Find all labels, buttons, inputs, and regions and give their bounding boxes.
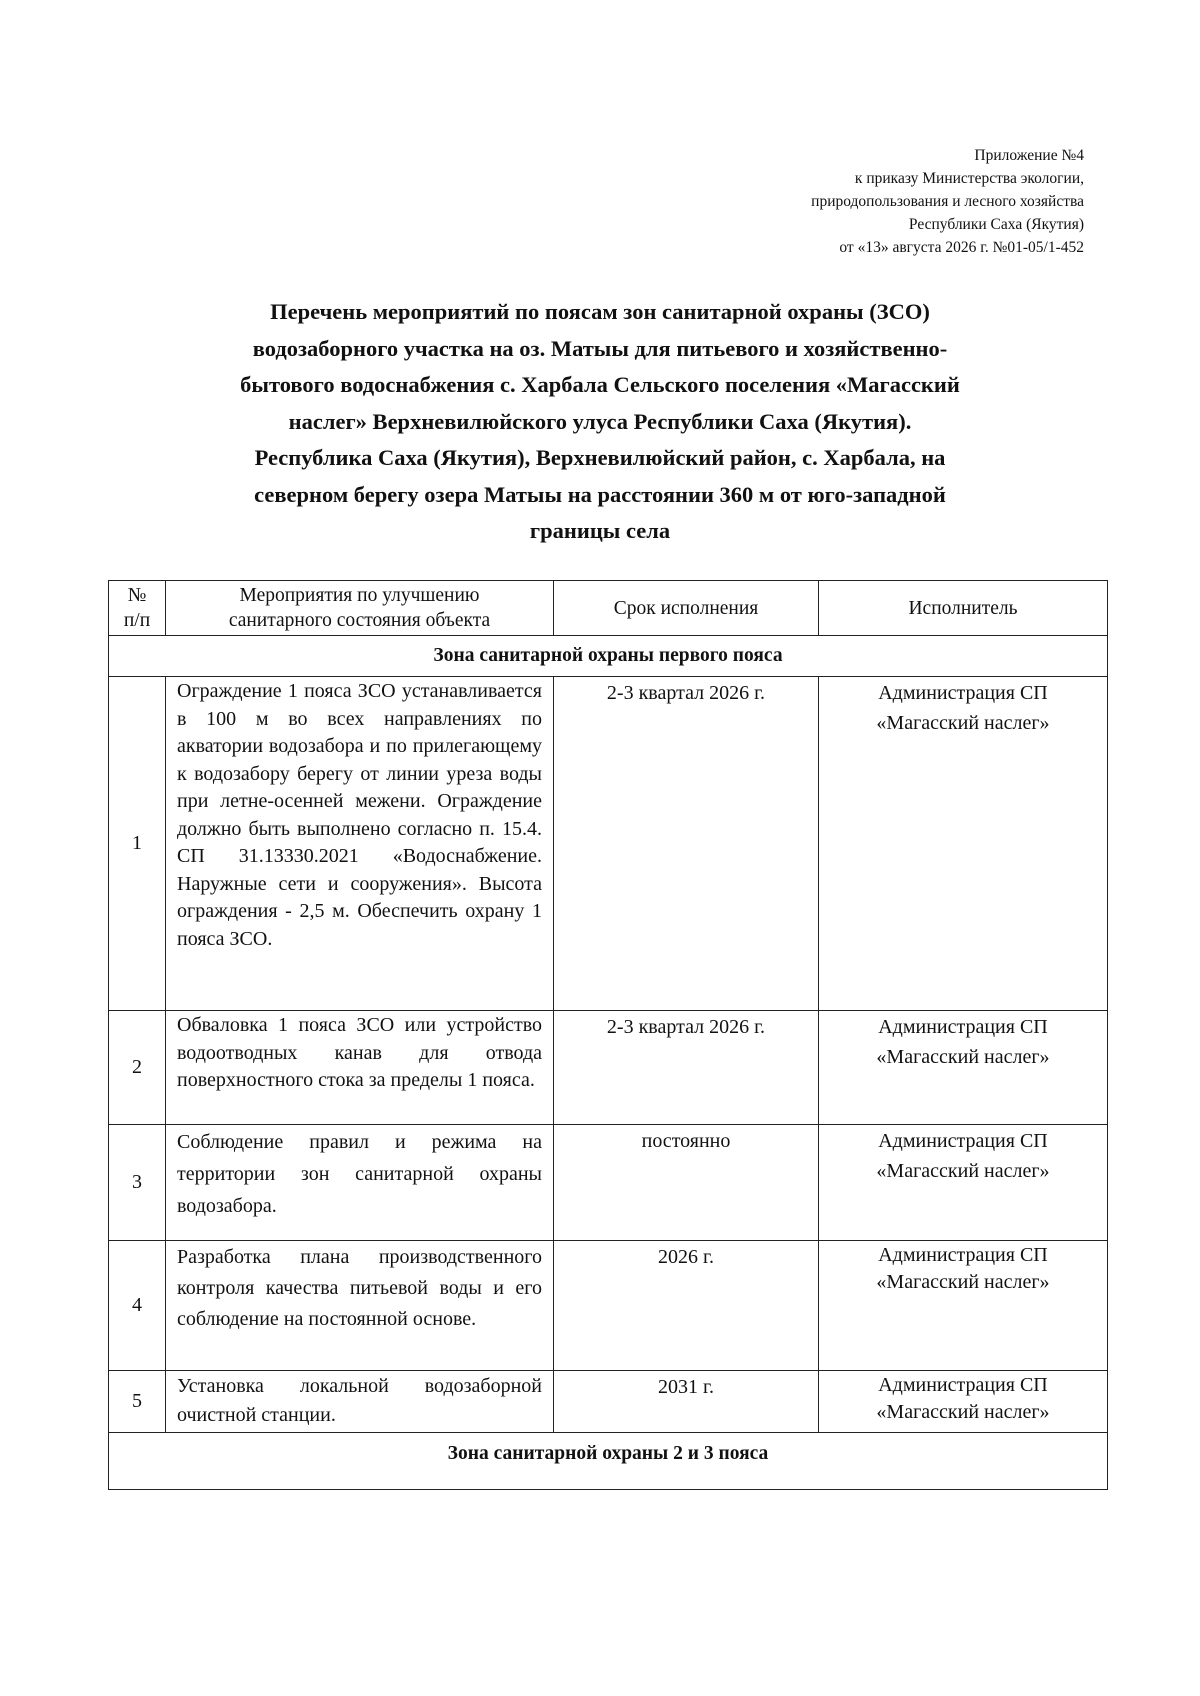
row-executor: [819, 1125, 1107, 1186]
row-activity: Разработка плана производственного контроля качества питьевой воды и его соблюдение на постоянной основе.: [177, 1246, 542, 1330]
row-number: 2: [109, 1011, 166, 1125]
zone1-row: [109, 636, 1108, 677]
row-deadline: 2026 г.: [658, 1246, 714, 1268]
header-number-abbr: п/п: [123, 610, 151, 631]
row-number: 4: [109, 1241, 166, 1371]
executor-line: «Магасский наслег»: [876, 1401, 1050, 1423]
row-deadline: постоянно: [641, 1130, 731, 1152]
row-activity: Обваловка 1 пояса ЗСО или устройство водоотводных канав для отвода поверхностного стока за пределы 1 пояса.: [177, 1014, 542, 1091]
executor-line: Администрация СП: [878, 1244, 1048, 1266]
title-line: наслег» Верхневилюйского улуса Республики Саха (Якутия).: [288, 408, 912, 434]
row-number: 3: [109, 1125, 166, 1241]
executor-line: «Магасский наслег»: [876, 1046, 1050, 1068]
header-activity: [166, 581, 554, 636]
executor-line: Администрация СП: [878, 1016, 1048, 1038]
row-activity: Установка локальной водозаборной очистной станции.: [177, 1375, 542, 1426]
row-number: 5: [109, 1371, 166, 1433]
header-activity-line: Мероприятия по улучшению: [239, 585, 480, 606]
row-executor: [819, 677, 1107, 738]
measures-table: [108, 580, 1108, 1490]
table-row: [109, 677, 1108, 1011]
title-line: Республика Саха (Якутия), Верхневилюйский район, с. Харбала, на: [254, 445, 946, 470]
appendix-number: Приложение №4: [974, 147, 1084, 164]
header-number-symbol: №: [127, 585, 147, 606]
measures-table-wrapper: [108, 580, 1108, 1490]
row-executor: [819, 1241, 1107, 1296]
row-activity: Ограждение 1 пояса ЗСО устанавливается в 100 м во всех направлениях по акватории водозабора и по прилегающему к водозабору берегу от линии уреза воды при летне-осенней межени. Ограждение должно быть выполнено согласно п. 15.4. СП 31.13330.2021 «Водоснабжение. Наружные сети и сооружения». Высота ограждения - 2,5 м. Обеспечить охрану 1 пояса ЗСО.: [177, 680, 542, 950]
executor-line: Администрация СП: [878, 1130, 1048, 1152]
executor-line: «Магасский наслег»: [876, 1271, 1050, 1293]
header-activity-line: санитарного состояния объекта: [228, 610, 491, 631]
row-activity: Соблюдение правил и режима на территории зон санитарной охраны водозабора.: [177, 1131, 542, 1217]
title-line: Перечень мероприятий по поясам зон санитарной охраны (ЗСО): [270, 299, 930, 324]
document-title: [150, 294, 1050, 550]
executor-line: Администрация СП: [878, 1374, 1048, 1396]
row-executor: [819, 1371, 1107, 1426]
ministry-name: природопользования и лесного хозяйства: [811, 193, 1084, 210]
zone2-title: Зона санитарной охраны 2 и 3 пояса: [109, 1433, 1108, 1490]
table-row: [109, 1125, 1108, 1241]
title-line: бытового водоснабжения с. Харбала Сельского поселения «Магасский: [240, 372, 960, 397]
row-number: 1: [109, 677, 166, 1011]
table-row: [109, 1371, 1108, 1433]
header-deadline: Срок исполнения: [554, 581, 819, 636]
table-row: [109, 1011, 1108, 1125]
republic-name: Республики Саха (Якутия): [908, 216, 1084, 233]
executor-line: «Магасский наслег»: [876, 712, 1050, 734]
row-deadline: 2031 г.: [658, 1376, 714, 1398]
table-row: [109, 1241, 1108, 1371]
table-header-row: [109, 581, 1108, 636]
order-reference: к приказу Министерства экологии,: [854, 170, 1084, 187]
appendix-header: [624, 144, 1084, 259]
header-number: [109, 581, 166, 636]
executor-line: «Магасский наслег»: [876, 1160, 1050, 1182]
row-deadline: 2-3 квартал 2026 г.: [606, 682, 766, 704]
executor-line: Администрация СП: [878, 682, 1048, 704]
title-line: северном берегу озера Матыы на расстоянии 360 м от юго-западной: [254, 481, 946, 507]
row-deadline: 2-3 квартал 2026 г.: [606, 1016, 766, 1038]
row-executor: [819, 1011, 1107, 1072]
zone1-title: Зона санитарной охраны первого пояса: [109, 636, 1108, 677]
zone2-row: [109, 1433, 1108, 1490]
title-line: границы села: [529, 518, 671, 543]
title-line: водозаборного участка на оз. Матыы для питьевого и хозяйственно-: [252, 335, 948, 361]
header-executor: Исполнитель: [819, 581, 1108, 636]
order-date: от «13» августа 2026 г. №01-05/1-452: [839, 239, 1084, 256]
